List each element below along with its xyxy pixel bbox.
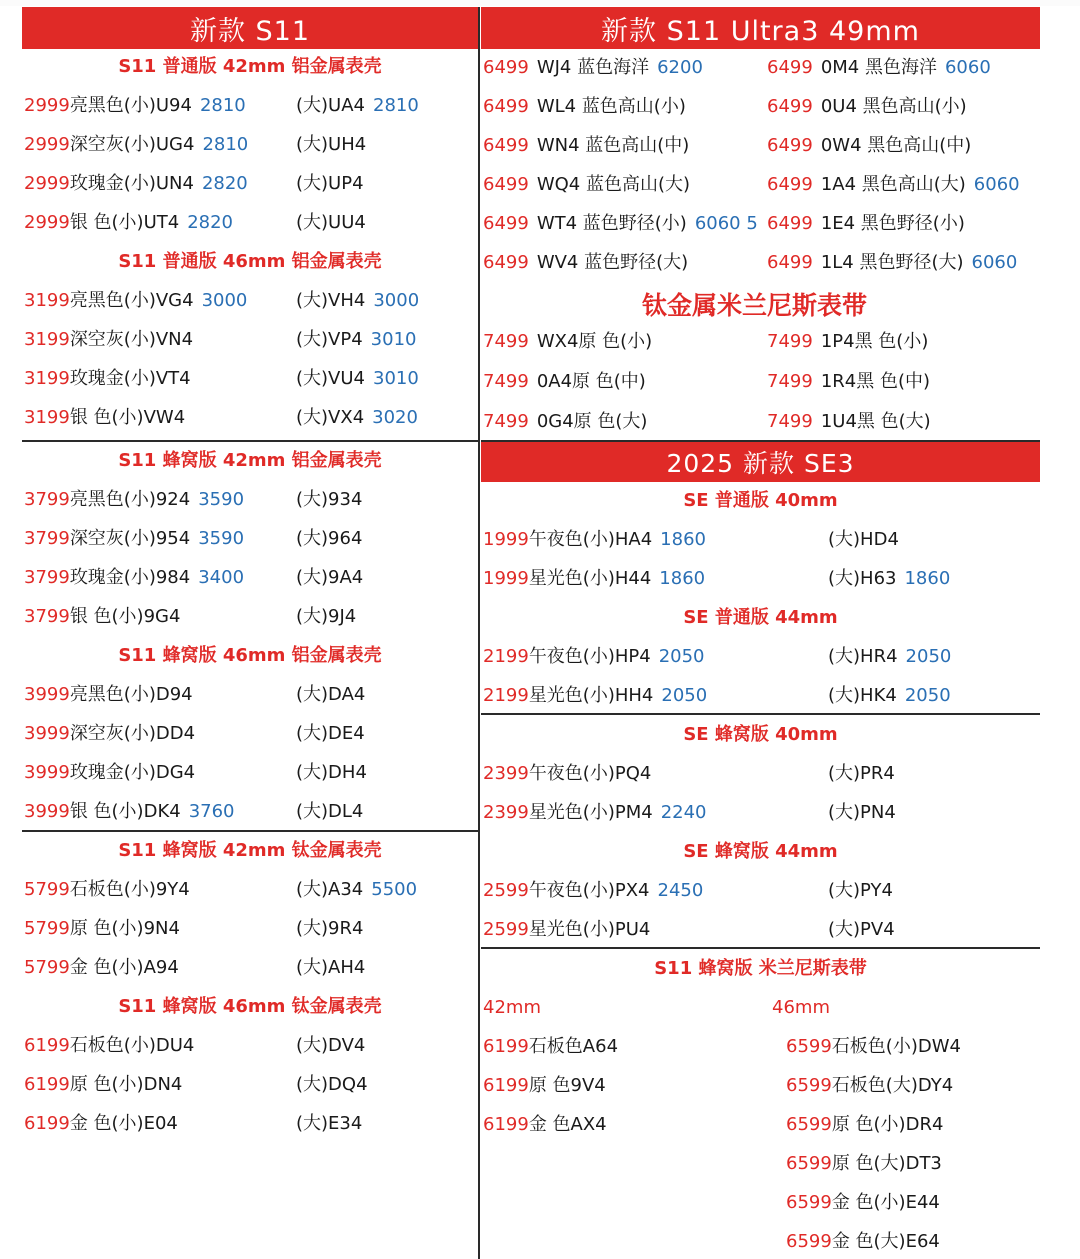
price: 6199 [483, 1114, 529, 1135]
model-large: (大)HK4 [828, 685, 897, 706]
model-large: (大)9R4 [296, 918, 364, 939]
model-large: (大)H63 [828, 568, 897, 589]
quote-small: 2050 [661, 685, 708, 706]
price-row-large [296, 678, 373, 712]
section-title: S11 普通版 42mm 铝金属表壳 [118, 56, 382, 77]
quote-large: 3020 [372, 407, 418, 428]
quote: 6200 [657, 57, 703, 78]
model: 石板色(小)DW4 [831, 1036, 961, 1057]
se-price-row [483, 757, 659, 791]
model: WX4原 色(小) [536, 331, 653, 352]
milanese-46-row [786, 1186, 940, 1220]
model-large: (大)DL4 [296, 801, 364, 822]
quote-small: 3400 [198, 567, 245, 588]
milanese-title: S11 蜂窝版 米兰尼斯表带 [654, 958, 867, 979]
ultra-row-black [767, 168, 1020, 202]
model-small: 原 色(小)9N4 [69, 918, 180, 939]
quote-large: 1860 [904, 568, 951, 589]
se-section-title: SE 蜂窝版 40mm [683, 724, 838, 745]
price: 2999 [24, 212, 70, 233]
price: 1999 [483, 568, 529, 589]
price: 6199 [483, 1075, 529, 1096]
model-large: (大)DA4 [296, 684, 366, 705]
model-large: (大)E34 [296, 1113, 363, 1134]
model: 0W4 黑色高山(中) [820, 135, 972, 156]
ultra-row-black [767, 246, 1017, 280]
divider-left-2 [22, 830, 478, 832]
ti-band-row-black [767, 365, 930, 399]
price: 7499 [767, 411, 813, 432]
price: 3999 [24, 723, 70, 744]
price: 6499 [483, 213, 529, 234]
quote-large: 5500 [371, 879, 418, 900]
milanese-46-row [786, 1225, 940, 1259]
price-row-large [296, 1107, 370, 1141]
model: 0M4 黑色海洋 [820, 57, 937, 78]
section-title: S11 蜂窝版 42mm 钛金属表壳 [118, 840, 382, 861]
divider-left-1 [22, 440, 478, 442]
price: 6499 [483, 252, 529, 273]
ultra-row-blue [483, 246, 696, 280]
price-row-large [296, 756, 375, 790]
milanese-46-row [786, 1069, 953, 1103]
section-title: S11 蜂窝版 46mm 钛金属表壳 [118, 996, 382, 1017]
price-row [24, 678, 201, 712]
quote-small: 2240 [660, 802, 707, 823]
model: 1R4黑 色(中) [820, 371, 930, 392]
price: 6199 [24, 1113, 70, 1134]
header-s11: 新款 S11 [22, 7, 478, 49]
price-row [24, 323, 201, 357]
model-small: 银 色(小)DK4 [69, 801, 181, 822]
model-large: (大)9A4 [296, 567, 364, 588]
price: 2999 [24, 95, 70, 116]
price-row [24, 600, 188, 634]
price: 2999 [24, 173, 70, 194]
model-small: 玫瑰金(小)UN4 [69, 173, 194, 194]
model: 原 色9V4 [528, 1075, 606, 1096]
price: 6499 [767, 57, 813, 78]
quote-small: 2810 [202, 134, 249, 155]
price-row [24, 89, 246, 123]
model: WL4 蓝色高山(小) [536, 96, 686, 117]
size-46-label: 46mm [772, 997, 830, 1018]
price-row [24, 795, 235, 829]
se-price-row [483, 679, 707, 713]
price: 5799 [24, 879, 70, 900]
price-row-large [296, 561, 371, 595]
ultra-row-black [767, 90, 975, 124]
model-small: 午夜色(小)PX4 [528, 880, 650, 901]
price-row [24, 561, 244, 595]
price: 6499 [767, 252, 813, 273]
model: 金 色(大)E64 [831, 1231, 940, 1252]
model-large: (大)964 [296, 528, 363, 549]
se-price-row-large [828, 562, 950, 596]
model: 金 色AX4 [528, 1114, 607, 1135]
milanese-46-row [786, 1147, 942, 1181]
ti-band-row-black [767, 325, 928, 359]
model: 1L4 黑色野径(大) [820, 252, 964, 273]
model-small: 原 色(小)DN4 [69, 1074, 183, 1095]
price-row [24, 483, 244, 517]
price: 6199 [24, 1074, 70, 1095]
ultra-row-blue [483, 168, 698, 202]
quote-small: 2450 [657, 880, 704, 901]
price: 3999 [24, 801, 70, 822]
price-row [24, 167, 248, 201]
ti-band-row-natural [483, 325, 652, 359]
se-section-title: SE 普通版 44mm [683, 607, 838, 628]
quote-small: 2810 [199, 95, 246, 116]
se-price-row-large [828, 679, 951, 713]
price-row [24, 1068, 190, 1102]
price: 3799 [24, 489, 70, 510]
quote-small: 3000 [201, 290, 248, 311]
model-small: 星光色(小)PM4 [528, 802, 653, 823]
ultra-row-blue [483, 207, 758, 241]
price-row-large [296, 1029, 373, 1063]
model-large: (大)934 [296, 489, 363, 510]
model: 原 色(小)DR4 [831, 1114, 944, 1135]
quote-large: 2050 [905, 646, 952, 667]
se-price-row-large [828, 640, 951, 674]
model-large: (大)UH4 [296, 134, 367, 155]
model-small: 星光色(小)PU4 [528, 919, 651, 940]
price-row-large [296, 362, 419, 396]
model-small: 深空灰(小)UG4 [69, 134, 195, 155]
price: 7499 [767, 371, 813, 392]
size-42-label: 42mm [483, 997, 541, 1018]
price: 6499 [767, 174, 813, 195]
model-large: (大)UP4 [296, 173, 364, 194]
quote-large: 3010 [373, 368, 419, 389]
model-large: (大)DQ4 [296, 1074, 368, 1095]
price: 6199 [483, 1036, 529, 1057]
se-price-row [483, 562, 705, 596]
model-large: (大)VH4 [296, 290, 366, 311]
model-small: 深空灰(小)954 [69, 528, 191, 549]
model: 0A4原 色(中) [536, 371, 646, 392]
divider-right-3 [481, 947, 1040, 949]
model-small: 银 色(小)9G4 [69, 606, 181, 627]
price-row-large [296, 795, 371, 829]
price: 7499 [483, 411, 529, 432]
model: 0G4原 色(大) [536, 411, 648, 432]
ultra-row-black [767, 207, 973, 241]
quote-large: 2810 [373, 95, 419, 116]
se-price-row-large [828, 757, 903, 791]
price-row [24, 912, 188, 946]
price: 2199 [483, 685, 529, 706]
quote-small: 1860 [660, 529, 706, 550]
price: 6599 [786, 1231, 832, 1252]
price: 6499 [483, 57, 529, 78]
quote-large: 3010 [370, 329, 417, 350]
ultra-row-blue [483, 129, 697, 163]
price: 6499 [483, 96, 529, 117]
price-row [24, 1029, 202, 1063]
price: 6499 [767, 96, 813, 117]
quote: 6060 [973, 174, 1020, 195]
price: 3799 [24, 528, 70, 549]
milanese-46-row [786, 1108, 943, 1142]
se-price-row-large [828, 913, 903, 947]
model-small: 亮黑色(小)924 [69, 489, 191, 510]
section-title: S11 普通版 46mm 铝金属表壳 [118, 251, 382, 272]
milanese-42-row [483, 1030, 618, 1064]
price-row [24, 128, 248, 162]
center-divider [478, 7, 480, 1259]
price: 6499 [767, 213, 813, 234]
quote-small: 3590 [198, 528, 245, 549]
price: 3199 [24, 407, 70, 428]
price-row-large [296, 951, 373, 985]
quote: 6060 5 [694, 213, 758, 234]
se-price-row [483, 796, 707, 830]
model: WN4 蓝色高山(中) [536, 135, 690, 156]
ultra-row-blue [483, 90, 694, 124]
price-row [24, 951, 187, 985]
price: 7499 [483, 371, 529, 392]
price-row-large [296, 483, 370, 517]
price-row-large [296, 522, 370, 556]
price: 3999 [24, 762, 70, 783]
se-price-row-large [828, 523, 907, 557]
model: WV4 蓝色野径(大) [536, 252, 689, 273]
model-large: (大)UU4 [296, 212, 366, 233]
model-small: 深空灰(小)VN4 [69, 329, 194, 350]
model: 石板色A64 [528, 1036, 619, 1057]
model-small: 深空灰(小)DD4 [69, 723, 196, 744]
ti-band-row-natural [483, 405, 647, 439]
price-row-large [296, 600, 364, 634]
top-strip [0, 0, 1080, 6]
price-row-large [296, 873, 417, 907]
model-small: 石板色(小)DU4 [69, 1035, 195, 1056]
quote: 6060 [944, 57, 991, 78]
model: WQ4 蓝色高山(大) [536, 174, 690, 195]
header-ultra3: 新款 S11 Ultra3 49mm [481, 7, 1040, 49]
model-small: 午夜色(小)PQ4 [528, 763, 652, 784]
model: 1U4黑 色(大) [820, 411, 931, 432]
model-large: (大)VU4 [296, 368, 365, 389]
se-price-row [483, 913, 658, 947]
model: 1E4 黑色野径(小) [820, 213, 965, 234]
model: 金 色(小)E44 [831, 1192, 940, 1213]
price-row-large [296, 912, 371, 946]
model-small: 玫瑰金(小)VT4 [69, 368, 191, 389]
price: 2199 [483, 646, 529, 667]
model-large: (大)DV4 [296, 1035, 366, 1056]
quote-small: 1860 [659, 568, 706, 589]
quote-small: 2820 [187, 212, 234, 233]
ti-band-row-natural [483, 365, 646, 399]
ultra-row-black [767, 51, 991, 85]
price-row-large [296, 717, 373, 751]
se-section-title: SE 普通版 40mm [683, 490, 838, 511]
model: WJ4 蓝色海洋 [536, 57, 650, 78]
price-row [24, 1107, 186, 1141]
milanese-46-row [786, 1030, 961, 1064]
price: 6499 [483, 174, 529, 195]
price-row [24, 362, 199, 396]
model: WT4 蓝色野径(小) [536, 213, 687, 234]
price-row [24, 717, 203, 751]
model-large: (大)HR4 [828, 646, 898, 667]
price: 5799 [24, 918, 70, 939]
milanese-42-row [483, 1069, 606, 1103]
divider-right-2 [481, 713, 1040, 715]
price-row-large [296, 167, 372, 201]
price: 6599 [786, 1114, 832, 1135]
model-small: 亮黑色(小)VG4 [69, 290, 194, 311]
model-small: 亮黑色(小)U94 [69, 95, 192, 116]
model-large: (大)PR4 [828, 763, 895, 784]
price-row [24, 873, 198, 907]
price: 6499 [767, 135, 813, 156]
price-row-large [296, 206, 374, 240]
model-small: 玫瑰金(小)984 [69, 567, 191, 588]
quote-small: 2050 [658, 646, 705, 667]
se-price-row [483, 640, 705, 674]
quote: 6060 [971, 252, 1018, 273]
price: 6599 [786, 1036, 832, 1057]
price-row-large [296, 401, 418, 435]
price: 2399 [483, 802, 529, 823]
model: 石板色(大)DY4 [831, 1075, 954, 1096]
model-small: 星光色(小)H44 [528, 568, 652, 589]
model-small: 星光色(小)HH4 [528, 685, 654, 706]
se-price-row-large [828, 874, 901, 908]
model: 1P4黑 色(小) [820, 331, 929, 352]
price-row-large [296, 128, 374, 162]
price: 2599 [483, 919, 529, 940]
section-title: S11 蜂窝版 46mm 铝金属表壳 [118, 645, 382, 666]
milanese-42-row [483, 1108, 607, 1142]
titanium-band-title: 钛金属米兰尼斯表带 [642, 291, 868, 320]
se-price-row-large [828, 796, 904, 830]
model-small: 亮黑色(小)D94 [69, 684, 193, 705]
price-row-large [296, 323, 416, 357]
price: 6499 [483, 135, 529, 156]
se-section-title: SE 蜂窝版 44mm [683, 841, 838, 862]
ti-band-row-black [767, 405, 931, 439]
ultra-row-black [767, 129, 979, 163]
model-large: (大)UA4 [296, 95, 365, 116]
model: 原 色(大)DT3 [831, 1153, 942, 1174]
price-row [24, 284, 247, 318]
se-price-row [483, 523, 706, 557]
model-small: 午夜色(小)HA4 [528, 529, 653, 550]
se-price-row [483, 874, 703, 908]
price-row [24, 756, 203, 790]
price: 7499 [767, 331, 813, 352]
model-small: 金 色(小)E04 [69, 1113, 178, 1134]
price: 3199 [24, 368, 70, 389]
price: 3999 [24, 684, 70, 705]
model-large: (大)9J4 [296, 606, 357, 627]
price-row-large [296, 89, 419, 123]
model-small: 金 色(小)A94 [69, 957, 179, 978]
model-small: 玫瑰金(小)DG4 [69, 762, 196, 783]
price-row-large [296, 284, 419, 318]
price: 6599 [786, 1153, 832, 1174]
price: 1999 [483, 529, 529, 550]
ultra-row-blue [483, 51, 703, 85]
price: 2999 [24, 134, 70, 155]
model-large: (大)PY4 [828, 880, 893, 901]
model-large: (大)DH4 [296, 762, 367, 783]
model: 0U4 黑色高山(小) [820, 96, 967, 117]
model: 1A4 黑色高山(大) [820, 174, 966, 195]
model-small: 银 色(小)UT4 [69, 212, 180, 233]
quote-small: 2820 [201, 173, 248, 194]
price: 2399 [483, 763, 529, 784]
price: 3199 [24, 329, 70, 350]
model-large: (大)PN4 [828, 802, 896, 823]
price: 3799 [24, 567, 70, 588]
price-row [24, 206, 233, 240]
price-row [24, 401, 193, 435]
model-small: 银 色(小)VW4 [69, 407, 186, 428]
price: 5799 [24, 957, 70, 978]
quote-large: 3000 [373, 290, 420, 311]
price: 2599 [483, 880, 529, 901]
model-large: (大)DE4 [296, 723, 365, 744]
model-small: 午夜色(小)HP4 [528, 646, 651, 667]
price: 6599 [786, 1075, 832, 1096]
header-se3: 2025 新款 SE3 [481, 442, 1040, 482]
model-large: (大)HD4 [828, 529, 899, 550]
model-large: (大)VX4 [296, 407, 365, 428]
quote-small: 3760 [188, 801, 235, 822]
price-row [24, 522, 244, 556]
price: 7499 [483, 331, 529, 352]
price: 6599 [786, 1192, 832, 1213]
model-small: 石板色(小)9Y4 [69, 879, 190, 900]
model-large: (大)VP4 [296, 329, 363, 350]
price: 3799 [24, 606, 70, 627]
price-row-large [296, 1068, 376, 1102]
model-large: (大)AH4 [296, 957, 366, 978]
price: 6199 [24, 1035, 70, 1056]
quote-small: 3590 [198, 489, 245, 510]
price: 3199 [24, 290, 70, 311]
quote-large: 2050 [904, 685, 951, 706]
model-large: (大)A34 [296, 879, 364, 900]
section-title: S11 蜂窝版 42mm 铝金属表壳 [118, 450, 382, 471]
model-large: (大)PV4 [828, 919, 895, 940]
